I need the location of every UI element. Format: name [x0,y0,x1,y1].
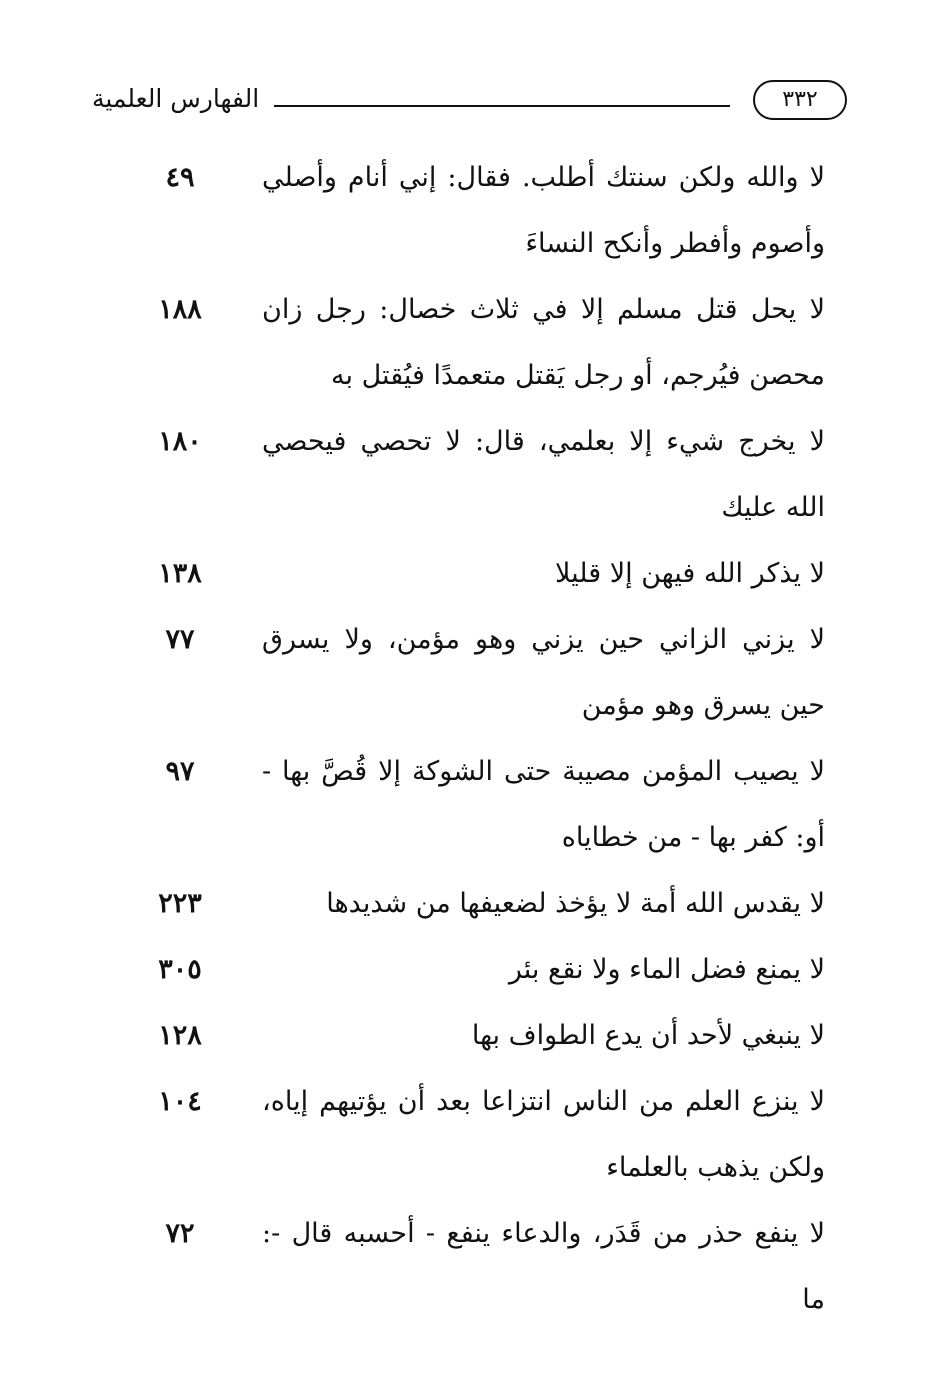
page-header [92,80,847,124]
entry-text: لا يصيب المؤمن مصيبة حتى الشوكة إلا قُصَّ بها - أو: كفر بها - من خطاياه [262,756,825,853]
entry-page-number: ١٢٨ [158,1020,202,1051]
entry-page-number: ٩٧ [165,756,195,787]
entry-page-number: ٧٧ [165,624,195,655]
entry-page-number: ١٨٠ [158,426,202,457]
index-entry [0,1069,945,1201]
entry-page-number: ٤٩ [165,162,195,193]
entry-text: لا يقدس الله أمة لا يؤخذ لضعيفها من شديدها [326,888,825,919]
entry-text: لا يحل قتل مسلم إلا في ثلاث خصال: رجل زان محصن فيُرجم، أو رجل يَقتل متعمدًا فيُقتل به [262,294,825,391]
entry-text: لا يذكر الله فيهن إلا قليلا [555,558,825,589]
index-entry [0,1003,945,1069]
index-entry [0,1201,945,1333]
entry-page-number: ١٨٨ [158,294,202,325]
entry-text: لا والله ولكن سنتك أطلب. فقال: إني أنام وأصلي وأصوم وأفطر وأنكح النساءَ [262,162,825,259]
page-number-badge: ٣٣٢ [753,80,847,120]
entry-page-number: ٧٢ [165,1218,195,1249]
index-entry [0,277,945,409]
hadith-index-list [0,145,945,1333]
index-entry [0,541,945,607]
index-entry [0,739,945,871]
entry-text: لا يزني الزاني حين يزني وهو مؤمن، ولا يسرق حين يسرق وهو مؤمن [262,624,825,721]
header-rule [274,105,730,107]
entry-page-number: ١٠٤ [158,1086,202,1117]
entry-text: لا يمنع فضل الماء ولا نقع بئر [508,954,825,985]
entry-text: لا يخرج شيء إلا بعلمي، قال: لا تحصي فيحصي الله عليك [262,426,825,523]
index-entry [0,871,945,937]
entry-page-number: ٢٢٣ [158,888,202,919]
entry-text: لا ينبغي لأحد أن يدع الطواف بها [471,1020,825,1051]
entry-page-number: ٣٠٥ [158,954,202,985]
index-entry [0,409,945,541]
index-entry [0,145,945,277]
entry-text: لا ينفع حذر من قَدَر، والدعاء ينفع - أحسبه قال -: ما [262,1218,825,1315]
index-entry [0,937,945,1003]
entry-text: لا ينزع العلم من الناس انتزاعا بعد أن يؤتيهم إياه، ولكن يذهب بالعلماء [262,1086,825,1183]
running-title: الفهارس العلمية [92,84,260,113]
entry-page-number: ١٣٨ [158,558,202,589]
index-entry [0,607,945,739]
